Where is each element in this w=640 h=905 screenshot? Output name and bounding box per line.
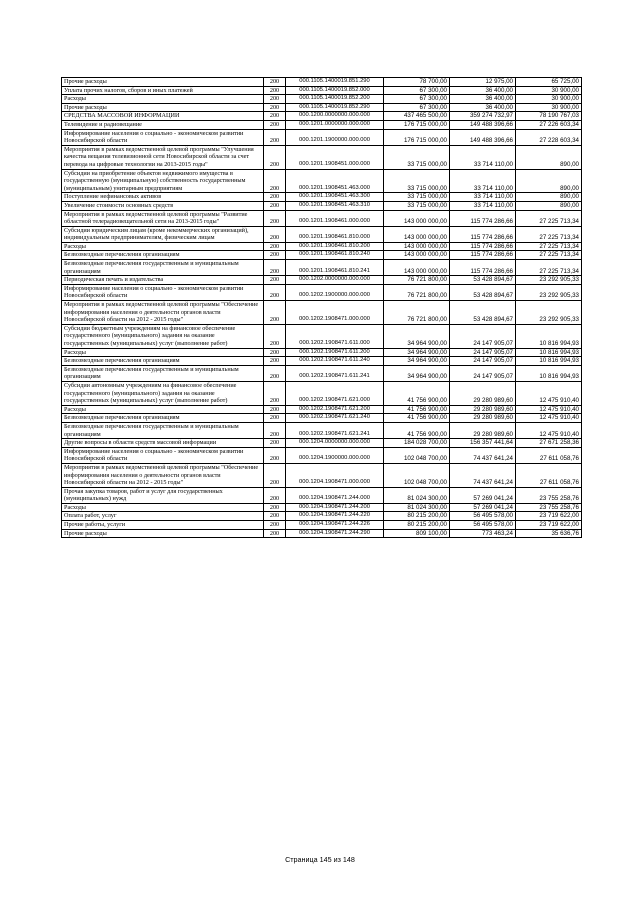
row-remaining-amount: 23 755 258,76 xyxy=(516,487,582,503)
row-approved-amount: 33 715 000,00 xyxy=(384,201,450,210)
row-budget-code: 000.1201.1900000.000.000 xyxy=(286,129,384,145)
row-executed-amount: 57 269 041,24 xyxy=(450,503,516,512)
row-approved-amount: 41 756 900,00 xyxy=(384,405,450,414)
row-approved-amount: 184 028 700,00 xyxy=(384,439,450,448)
row-line-code: 200 xyxy=(264,260,286,276)
row-remaining-amount: 35 636,76 xyxy=(516,529,582,538)
row-budget-code: 000.1202.1908471.621.240 xyxy=(286,414,384,423)
row-executed-amount: 24 147 905,07 xyxy=(450,348,516,357)
table-row xyxy=(62,129,582,145)
row-approved-amount: 809 100,00 xyxy=(384,529,450,538)
row-budget-code: 000.1201.1908461.810.240 xyxy=(286,251,384,260)
row-approved-amount: 143 000 000,00 xyxy=(384,210,450,226)
row-name: Информирование населения о социально - экономическом развитии Новосибирской области xyxy=(62,129,264,145)
row-executed-amount: 24 147 905,07 xyxy=(450,357,516,366)
row-line-code: 200 xyxy=(264,357,286,366)
row-budget-code: 000.1202.0000000.000.000 xyxy=(286,276,384,285)
row-budget-code: 000.1201.0000000.000.000 xyxy=(286,120,384,129)
row-budget-code: 000.1201.1908461.810.200 xyxy=(286,242,384,251)
row-budget-code: 000.1201.1908451.463.310 xyxy=(286,201,384,210)
row-remaining-amount: 30 900,00 xyxy=(516,86,582,95)
row-budget-code: 000.1202.1900000.000.000 xyxy=(286,284,384,300)
table-row xyxy=(62,86,582,95)
row-line-code: 200 xyxy=(264,210,286,226)
row-executed-amount: 115 774 286,66 xyxy=(450,210,516,226)
row-name: Безвозмездные перечисления государственным и муниципальным организациям xyxy=(62,365,264,381)
table-row xyxy=(62,103,582,112)
row-line-code: 200 xyxy=(264,463,286,487)
row-name: СРЕДСТВА МАССОВОЙ ИНФОРМАЦИИ xyxy=(62,112,264,121)
row-remaining-amount: 23 719 622,00 xyxy=(516,521,582,530)
row-remaining-amount: 12 475 910,40 xyxy=(516,381,582,405)
row-remaining-amount: 10 816 994,93 xyxy=(516,357,582,366)
row-remaining-amount: 12 475 910,40 xyxy=(516,405,582,414)
row-line-code: 200 xyxy=(264,201,286,210)
row-budget-code: 000.1204.1908471.244.226 xyxy=(286,521,384,530)
row-executed-amount: 56 495 578,00 xyxy=(450,512,516,521)
row-budget-code: 000.1204.1908471.244.220 xyxy=(286,512,384,521)
row-remaining-amount: 10 816 994,93 xyxy=(516,348,582,357)
row-name: Поступление нефинансовых активов xyxy=(62,193,264,202)
row-budget-code: 000.1200.0000000.000.000 xyxy=(286,112,384,121)
row-line-code: 200 xyxy=(264,78,286,87)
row-executed-amount: 74 437 641,24 xyxy=(450,463,516,487)
row-line-code: 200 xyxy=(264,487,286,503)
row-executed-amount: 24 147 905,07 xyxy=(450,324,516,348)
row-line-code: 200 xyxy=(264,512,286,521)
row-name: Расходы xyxy=(62,242,264,251)
table-row xyxy=(62,226,582,242)
row-line-code: 200 xyxy=(264,251,286,260)
row-line-code: 200 xyxy=(264,348,286,357)
table-row xyxy=(62,463,582,487)
row-name: Информирование населения о социально - экономическом развитии Новосибирской области xyxy=(62,284,264,300)
row-line-code: 200 xyxy=(264,422,286,438)
row-approved-amount: 34 964 900,00 xyxy=(384,365,450,381)
row-line-code: 200 xyxy=(264,145,286,169)
row-approved-amount: 176 715 000,00 xyxy=(384,120,450,129)
row-approved-amount: 78 700,00 xyxy=(384,78,450,87)
row-name: Оплата работ, услуг xyxy=(62,512,264,521)
row-line-code: 200 xyxy=(264,447,286,463)
row-budget-code: 000.1105.1400019.852.200 xyxy=(286,95,384,104)
row-approved-amount: 34 964 900,00 xyxy=(384,357,450,366)
row-line-code: 200 xyxy=(264,381,286,405)
row-remaining-amount: 890,00 xyxy=(516,145,582,169)
row-budget-code: 000.1202.1908471.621.200 xyxy=(286,405,384,414)
table-row xyxy=(62,422,582,438)
row-name: Увеличение стоимости основных средств xyxy=(62,201,264,210)
table-row xyxy=(62,348,582,357)
row-name: Прочие расходы xyxy=(62,78,264,87)
row-line-code: 200 xyxy=(264,276,286,285)
row-budget-code: 000.1202.1908471.611.000 xyxy=(286,324,384,348)
row-executed-amount: 773 463,24 xyxy=(450,529,516,538)
row-remaining-amount: 27 225 713,34 xyxy=(516,210,582,226)
row-executed-amount: 33 714 110,00 xyxy=(450,193,516,202)
row-remaining-amount: 890,00 xyxy=(516,169,582,193)
page-footer: Страница 145 из 148 xyxy=(285,855,355,864)
row-executed-amount: 36 400,00 xyxy=(450,86,516,95)
row-line-code: 200 xyxy=(264,439,286,448)
row-budget-code: 000.1201.1908461.810.241 xyxy=(286,260,384,276)
row-remaining-amount: 27 225 713,34 xyxy=(516,226,582,242)
row-approved-amount: 67 300,00 xyxy=(384,103,450,112)
row-remaining-amount: 27 225 713,34 xyxy=(516,242,582,251)
row-name: Прочие расходы xyxy=(62,103,264,112)
row-name: Прочие расходы xyxy=(62,529,264,538)
table-row xyxy=(62,242,582,251)
row-remaining-amount: 890,00 xyxy=(516,193,582,202)
row-line-code: 200 xyxy=(264,129,286,145)
row-executed-amount: 33 714 110,00 xyxy=(450,169,516,193)
row-remaining-amount: 30 900,00 xyxy=(516,103,582,112)
table-row xyxy=(62,201,582,210)
table-row xyxy=(62,112,582,121)
row-remaining-amount: 12 475 910,40 xyxy=(516,422,582,438)
row-approved-amount: 143 000 000,00 xyxy=(384,242,450,251)
table-row xyxy=(62,503,582,512)
row-executed-amount: 156 357 441,64 xyxy=(450,439,516,448)
table-row xyxy=(62,78,582,87)
row-budget-code: 000.1202.1908471.611.200 xyxy=(286,348,384,357)
table-row xyxy=(62,529,582,538)
row-name: Уплата прочих налогов, сборов и иных платежей xyxy=(62,86,264,95)
row-remaining-amount: 10 816 994,93 xyxy=(516,365,582,381)
row-budget-code: 000.1202.1908471.621.000 xyxy=(286,381,384,405)
row-budget-code: 000.1202.1908471.611.240 xyxy=(286,357,384,366)
row-approved-amount: 102 048 700,00 xyxy=(384,463,450,487)
row-approved-amount: 143 000 000,00 xyxy=(384,260,450,276)
table-row xyxy=(62,487,582,503)
row-name: Периодическая печать и издательства xyxy=(62,276,264,285)
row-remaining-amount: 30 900,00 xyxy=(516,95,582,104)
row-name: Субсидии на приобретение объектов недвижимого имущества в государственную (муниципальную) собственность государственным (муниципальным) унитарным предприятиям xyxy=(62,169,264,193)
row-approved-amount: 41 756 900,00 xyxy=(384,414,450,423)
row-name: Прочие работы, услуги xyxy=(62,521,264,530)
row-budget-code: 000.1204.1900000.000.000 xyxy=(286,447,384,463)
row-remaining-amount: 27 228 603,34 xyxy=(516,129,582,145)
row-budget-code: 000.1201.1908451.463.000 xyxy=(286,169,384,193)
row-name: Субсидии юридическим лицам (кроме некоммерческих организаций), индивидуальным предпринимателям, физическим лицам xyxy=(62,226,264,242)
row-budget-code: 000.1204.1908471.000.000 xyxy=(286,463,384,487)
row-executed-amount: 33 714 110,00 xyxy=(450,201,516,210)
row-approved-amount: 76 721 800,00 xyxy=(384,284,450,300)
row-remaining-amount: 27 225 713,34 xyxy=(516,251,582,260)
table-row xyxy=(62,95,582,104)
row-executed-amount: 53 428 894,67 xyxy=(450,301,516,325)
row-approved-amount: 67 300,00 xyxy=(384,95,450,104)
row-line-code: 200 xyxy=(264,112,286,121)
row-budget-code: 000.1105.1400019.852.290 xyxy=(286,103,384,112)
row-line-code: 200 xyxy=(264,103,286,112)
row-executed-amount: 29 280 989,60 xyxy=(450,422,516,438)
row-remaining-amount: 27 611 058,76 xyxy=(516,463,582,487)
row-approved-amount: 33 715 000,00 xyxy=(384,145,450,169)
row-line-code: 200 xyxy=(264,226,286,242)
row-executed-amount: 56 495 578,00 xyxy=(450,521,516,530)
row-budget-code: 000.1204.1908471.244.000 xyxy=(286,487,384,503)
row-budget-code: 000.1204.1908471.244.290 xyxy=(286,529,384,538)
row-name: Безвозмездные перечисления организациям xyxy=(62,251,264,260)
row-name: Другие вопросы в области средств массовой информации xyxy=(62,439,264,448)
row-budget-code: 000.1201.1908461.810.000 xyxy=(286,226,384,242)
row-name: Расходы xyxy=(62,348,264,357)
row-approved-amount: 33 715 000,00 xyxy=(384,169,450,193)
row-approved-amount: 143 000 000,00 xyxy=(384,251,450,260)
row-remaining-amount: 27 225 713,34 xyxy=(516,260,582,276)
row-executed-amount: 115 774 286,66 xyxy=(450,251,516,260)
row-name: Мероприятия в рамках ведомственной целевой программы "Обеспечение информирования населения о деятельности органов власти Новосибирской области на 2012 - 2015 годы" xyxy=(62,301,264,325)
row-line-code: 200 xyxy=(264,521,286,530)
row-name: Мероприятия в рамках ведомственной целевой программы "Улучшения качества вещания телевизионной сети Новосибирской области за счет перевода на цифровые технологии на 2013-2015 годы" xyxy=(62,145,264,169)
row-line-code: 200 xyxy=(264,324,286,348)
row-approved-amount: 34 964 900,00 xyxy=(384,324,450,348)
row-line-code: 200 xyxy=(264,529,286,538)
row-executed-amount: 29 280 989,60 xyxy=(450,381,516,405)
row-approved-amount: 81 024 300,00 xyxy=(384,503,450,512)
row-remaining-amount: 27 611 058,76 xyxy=(516,447,582,463)
row-remaining-amount: 890,00 xyxy=(516,201,582,210)
row-line-code: 200 xyxy=(264,414,286,423)
row-name: Прочая закупка товаров, работ и услуг для государственных (муниципальных) нужд xyxy=(62,487,264,503)
row-approved-amount: 41 756 900,00 xyxy=(384,422,450,438)
row-approved-amount: 33 715 000,00 xyxy=(384,193,450,202)
row-approved-amount: 80 215 200,00 xyxy=(384,512,450,521)
row-line-code: 200 xyxy=(264,242,286,251)
row-budget-code: 000.1201.1908461.000.000 xyxy=(286,210,384,226)
row-budget-code: 000.1105.1400019.851.290 xyxy=(286,78,384,87)
row-executed-amount: 36 400,00 xyxy=(450,95,516,104)
row-remaining-amount: 12 475 910,40 xyxy=(516,414,582,423)
row-approved-amount: 102 048 700,00 xyxy=(384,447,450,463)
row-approved-amount: 437 465 500,00 xyxy=(384,112,450,121)
row-line-code: 200 xyxy=(264,301,286,325)
table-row xyxy=(62,512,582,521)
row-line-code: 200 xyxy=(264,284,286,300)
row-name: Безвозмездные перечисления государственным и муниципальным организациям xyxy=(62,422,264,438)
table-row xyxy=(62,284,582,300)
row-name: Телевидение и радиовещание xyxy=(62,120,264,129)
row-name: Субсидии автономным учреждениям на финансовое обеспечение государственного (муниципального) задания на оказание государственных (муниципальных) услуг (выполнение работ) xyxy=(62,381,264,405)
row-remaining-amount: 23 755 258,76 xyxy=(516,503,582,512)
row-executed-amount: 115 774 286,66 xyxy=(450,242,516,251)
row-name: Расходы xyxy=(62,405,264,414)
row-line-code: 200 xyxy=(264,95,286,104)
row-line-code: 200 xyxy=(264,120,286,129)
row-executed-amount: 115 774 286,66 xyxy=(450,260,516,276)
row-name: Безвозмездные перечисления организациям xyxy=(62,357,264,366)
table-row xyxy=(62,447,582,463)
table-row xyxy=(62,276,582,285)
row-name: Мероприятия в рамках ведомственной целевой программы "Обеспечение информирования населения о деятельности органов власти Новосибирской области на 2012 - 2015 годы" xyxy=(62,463,264,487)
row-name: Расходы xyxy=(62,95,264,104)
row-budget-code: 000.1202.1908471.621.241 xyxy=(286,422,384,438)
table-row xyxy=(62,260,582,276)
table-row xyxy=(62,251,582,260)
row-approved-amount: 80 215 200,00 xyxy=(384,521,450,530)
row-budget-code: 000.1105.1400019.852.000 xyxy=(286,86,384,95)
row-name: Безвозмездные перечисления организациям xyxy=(62,414,264,423)
table-row xyxy=(62,145,582,169)
row-approved-amount: 81 024 300,00 xyxy=(384,487,450,503)
row-budget-code: 000.1202.1908471.611.241 xyxy=(286,365,384,381)
table-row xyxy=(62,381,582,405)
row-name: Расходы xyxy=(62,503,264,512)
row-executed-amount: 24 147 905,07 xyxy=(450,365,516,381)
row-budget-code: 000.1202.1908471.000.000 xyxy=(286,301,384,325)
row-remaining-amount: 23 292 905,33 xyxy=(516,301,582,325)
budget-table xyxy=(61,77,582,538)
table-row xyxy=(62,120,582,129)
row-line-code: 200 xyxy=(264,169,286,193)
row-budget-code: 000.1204.1908471.244.200 xyxy=(286,503,384,512)
row-name: Субсидии бюджетным учреждениям на финансовое обеспечение государственного (муниципального) задания на оказание государственных (муниципальных) услуг (выполнение работ) xyxy=(62,324,264,348)
row-executed-amount: 33 714 110,00 xyxy=(450,145,516,169)
row-remaining-amount: 78 190 767,03 xyxy=(516,112,582,121)
row-executed-amount: 74 437 641,24 xyxy=(450,447,516,463)
row-line-code: 200 xyxy=(264,193,286,202)
table-row xyxy=(62,414,582,423)
row-approved-amount: 176 715 000,00 xyxy=(384,129,450,145)
table-row xyxy=(62,210,582,226)
row-line-code: 200 xyxy=(264,86,286,95)
budget-table-body xyxy=(62,78,582,538)
table-row xyxy=(62,193,582,202)
row-approved-amount: 34 964 900,00 xyxy=(384,348,450,357)
row-name: Мероприятия в рамках ведомственной целевой программы "Развитие областной телерадиовещательной сети на 2013-2015 годы" xyxy=(62,210,264,226)
row-approved-amount: 76 721 800,00 xyxy=(384,276,450,285)
row-remaining-amount: 23 719 622,00 xyxy=(516,512,582,521)
row-name: Безвозмездные перечисления государственным и муниципальным организациям xyxy=(62,260,264,276)
table-row xyxy=(62,324,582,348)
row-executed-amount: 12 975,00 xyxy=(450,78,516,87)
row-executed-amount: 359 274 732,97 xyxy=(450,112,516,121)
row-name: Информирование населения о социально - экономическом развитии Новосибирской области xyxy=(62,447,264,463)
row-approved-amount: 67 300,00 xyxy=(384,86,450,95)
row-executed-amount: 149 488 396,66 xyxy=(450,120,516,129)
row-budget-code: 000.1204.0000000.000.000 xyxy=(286,439,384,448)
row-approved-amount: 76 721 800,00 xyxy=(384,301,450,325)
row-remaining-amount: 27 671 258,36 xyxy=(516,439,582,448)
row-line-code: 200 xyxy=(264,503,286,512)
row-approved-amount: 41 756 900,00 xyxy=(384,381,450,405)
row-executed-amount: 29 280 989,60 xyxy=(450,405,516,414)
table-row xyxy=(62,365,582,381)
row-approved-amount: 143 000 000,00 xyxy=(384,226,450,242)
row-remaining-amount: 65 725,00 xyxy=(516,78,582,87)
row-executed-amount: 29 280 989,60 xyxy=(450,414,516,423)
row-remaining-amount: 27 226 603,34 xyxy=(516,120,582,129)
row-remaining-amount: 23 292 905,33 xyxy=(516,284,582,300)
row-executed-amount: 115 774 286,66 xyxy=(450,226,516,242)
table-row xyxy=(62,357,582,366)
row-executed-amount: 36 400,00 xyxy=(450,103,516,112)
row-budget-code: 000.1201.1908451.000.000 xyxy=(286,145,384,169)
row-remaining-amount: 23 292 905,33 xyxy=(516,276,582,285)
row-line-code: 200 xyxy=(264,405,286,414)
row-remaining-amount: 10 816 994,93 xyxy=(516,324,582,348)
table-row xyxy=(62,169,582,193)
row-executed-amount: 53 428 894,67 xyxy=(450,284,516,300)
row-line-code: 200 xyxy=(264,365,286,381)
table-row xyxy=(62,301,582,325)
row-executed-amount: 149 488 396,66 xyxy=(450,129,516,145)
row-budget-code: 000.1201.1908451.463.300 xyxy=(286,193,384,202)
row-executed-amount: 53 428 894,67 xyxy=(450,276,516,285)
table-row xyxy=(62,405,582,414)
table-row xyxy=(62,439,582,448)
table-row xyxy=(62,521,582,530)
row-executed-amount: 57 269 041,24 xyxy=(450,487,516,503)
